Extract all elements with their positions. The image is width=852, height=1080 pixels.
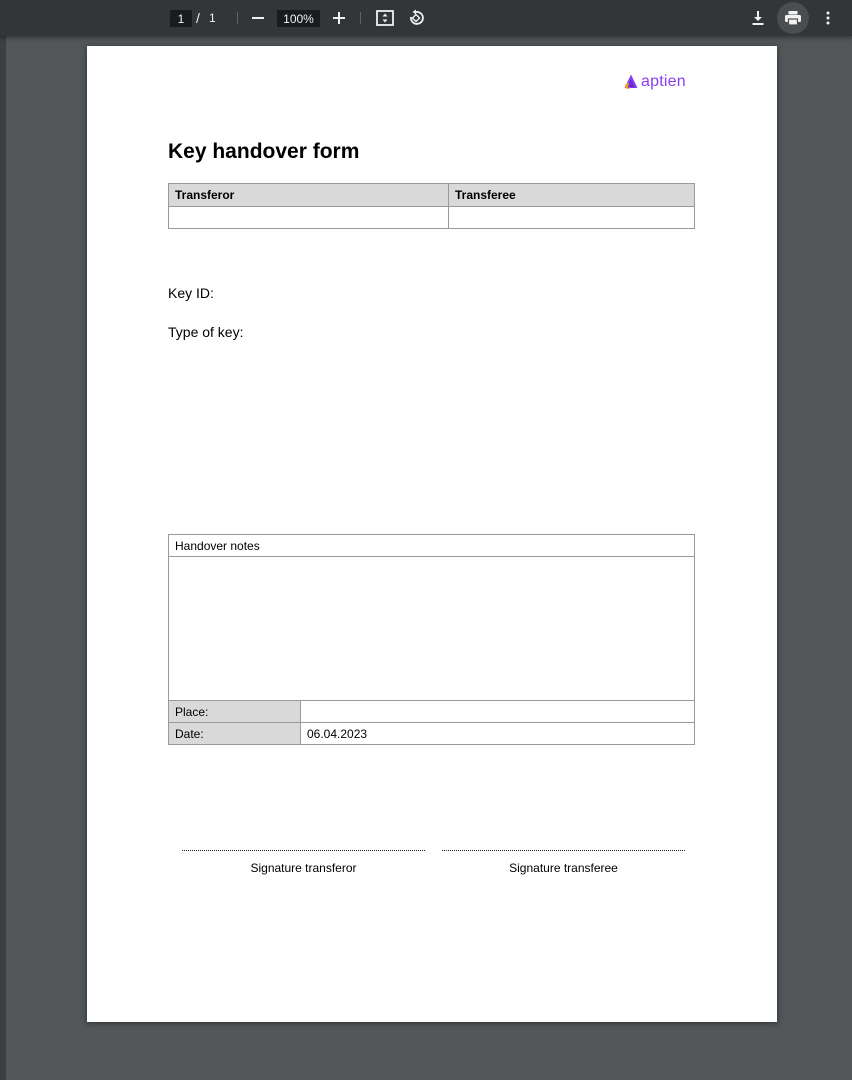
date-label: Date: <box>169 723 301 745</box>
fit-page-icon <box>376 10 394 26</box>
zoom-out-icon <box>251 11 265 25</box>
handover-table <box>168 534 695 745</box>
handover-notes-area <box>169 557 695 701</box>
fit-page-button[interactable] <box>371 4 399 32</box>
zoom-in-icon <box>332 11 346 25</box>
aptien-logo-icon <box>624 74 638 90</box>
toolbar-divider <box>360 12 361 24</box>
print-icon <box>784 10 802 26</box>
signature-transferor-label: Signature transferor <box>250 861 357 875</box>
toolbar-divider <box>237 12 238 24</box>
handover-notes-header: Handover notes <box>169 535 695 557</box>
place-value <box>301 701 695 723</box>
signature-line-transferee <box>442 850 685 851</box>
type-of-key-label: Type of key: <box>168 324 244 340</box>
page-number-input[interactable]: 1 <box>170 10 192 27</box>
transferee-header: Transferee <box>449 184 695 207</box>
logo-text: aptien <box>641 73 686 90</box>
page-separator: / <box>196 10 200 26</box>
company-logo <box>624 72 686 92</box>
download-icon <box>751 10 765 26</box>
print-button[interactable] <box>777 2 809 34</box>
document-page <box>87 46 777 1022</box>
download-button[interactable] <box>744 4 772 32</box>
zoom-in-button[interactable] <box>325 4 353 32</box>
page-title: Key handover form <box>168 140 360 163</box>
signature-line-transferor <box>182 850 425 851</box>
rotate-icon <box>407 9 425 27</box>
place-label: Place: <box>169 701 301 723</box>
zoom-out-button[interactable] <box>244 4 272 32</box>
viewer-left-edge <box>0 36 6 1080</box>
date-value: 06.04.2023 <box>301 723 695 745</box>
zoom-level-input[interactable]: 100% <box>277 10 320 27</box>
parties-table <box>168 183 695 229</box>
transferor-value-cell <box>169 207 449 229</box>
pdf-toolbar <box>0 0 852 36</box>
total-pages: 1 <box>209 11 216 25</box>
more-icon <box>826 11 830 25</box>
signature-transferee-label: Signature transferee <box>509 861 618 875</box>
rotate-button[interactable] <box>402 4 430 32</box>
key-id-label: Key ID: <box>168 285 214 301</box>
transferor-header: Transferor <box>169 184 449 207</box>
transferee-value-cell <box>449 207 695 229</box>
more-options-button[interactable] <box>814 4 842 32</box>
